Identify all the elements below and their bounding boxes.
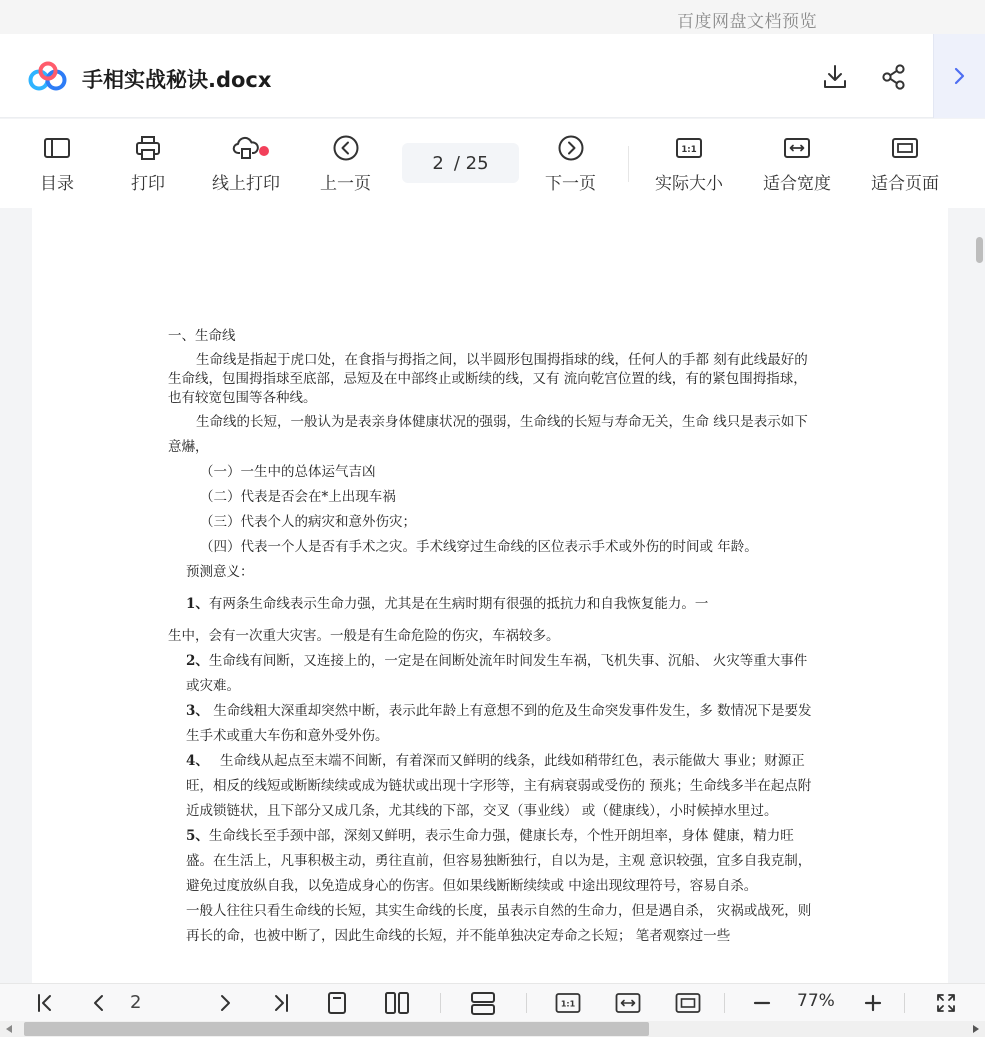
plus-icon [863,993,883,1013]
zoom-level: 77% [797,991,835,1011]
bottom-next-page-button[interactable] [212,990,238,1016]
item-text: 有两条生命线表示生命力强，尤其是在生病时期有很强的抵抗力和自我恢复能力。一 [208,596,709,612]
chevron-left-circle-icon [332,134,360,162]
item-number: 3、 [186,703,209,719]
fit-width-icon [615,992,641,1014]
total-pages: / 25 [453,152,489,174]
bottom-separator [526,993,527,1013]
bottom-separator [904,993,905,1013]
sidebar-toggle-button[interactable] [933,34,985,118]
single-page-icon [326,991,348,1015]
item-number: 1、 [186,596,209,612]
document-content [168,324,818,949]
bottom-page-input[interactable]: 2 [130,992,142,1013]
current-page[interactable]: 2 [432,152,444,174]
brand-text: 百度网盘文档预览 [677,12,817,32]
cloud-print-icon [232,134,260,162]
single-page-view-button[interactable] [324,990,350,1016]
top-bar [0,0,985,34]
list-item: （四）代表一个人是否有手术之灾。手术线穿过生命线的区位表示手术或外伤的时间或 年龄。 [200,539,758,555]
scroll-right-arrow-icon[interactable] [973,1025,979,1033]
vertical-scrollbar-thumb[interactable] [976,237,983,263]
ratio-icon-text: 1:1 [560,999,576,1009]
printer-icon [134,134,162,162]
minus-icon [752,993,772,1013]
last-page-icon [270,992,292,1014]
notification-dot [259,146,269,156]
download-button[interactable] [819,61,851,93]
fit-page-button[interactable] [871,133,939,197]
double-page-icon [384,991,410,1015]
online-print-button[interactable] [212,133,280,197]
toc-button[interactable] [40,133,74,197]
first-page-icon [34,992,56,1014]
toc-icon [43,136,71,160]
document-title: 手相实战秘诀.docx [82,68,272,92]
list-item [168,824,818,899]
list-item-continuation: 生中，会有一次重大灾害。一般是有生命危险的伤灾，车祸较多。 [168,628,560,644]
chevron-right-icon [214,992,236,1014]
horizontal-scrollbar-thumb[interactable] [24,1022,649,1036]
fullscreen-icon [935,992,957,1014]
continuous-scroll-icon [470,991,496,1015]
subheading: 预测意义： [186,564,254,580]
toolbar-separator [628,146,629,182]
item-number: 2、 [186,653,209,669]
baidu-netdisk-logo [28,61,68,91]
bottom-separator [440,993,441,1013]
item-text: 生命线粗大深重却突然中断，表示此年龄上有意想不到的危及生命突发事件发生，多 数情况下是要发生手术或重大车伤和意外受外伤。 [186,703,812,744]
chevron-left-icon [88,992,110,1014]
next-page-button[interactable] [545,133,596,197]
item-text: 生命线长至手颈中部，深刻又鲜明，表示生命力强，健康长寿，个性开朗坦率，身体 健康，精力旺盛。在生活上，凡事积极主动，勇往直前，但容易独断独行，自以为是，主观 意识较强，宜多自我克制，避免过度放纵自我，以免造成身心的伤害。但如果线断断续续或 中途出现纹理符号，容易自杀。 [186,828,812,894]
fullscreen-button[interactable] [933,990,959,1016]
next-page-label: 下一页 [545,174,596,194]
paragraph: 一般人往往只看生命线的长短，其实生命线的长度，虽表示自然的生命力，但是遇自杀， 灾祸或战死，则再长的命，也被中断了，因此生命线的长短，并不能单独决定寿命之长短； 笔者观察过一些 [186,903,812,944]
bottom-prev-page-button[interactable] [86,990,112,1016]
fit-width-label: 适合宽度 [763,174,831,194]
prev-page-label: 上一页 [320,174,371,194]
scroll-left-arrow-icon[interactable] [6,1025,12,1033]
list-item [168,749,818,824]
list-item: （三）代表个人的病灾和意外伤灾； [200,514,416,530]
actual-size-label: 实际大小 [655,174,723,194]
print-button[interactable] [131,133,165,197]
share-icon [880,63,908,91]
fit-page-icon [675,992,701,1014]
paragraph: 生命线是指起于虎口处，在食指与拇指之间，以半圆形包围拇指球的线，任何人的手都 刻有此线最好的生命线，包围拇指球至底部，忌短及在中部终止或断续的线，又有 流向乾宫位置的线，有的紧包围拇指球，也有较宽包围等各种线。 [168,352,808,406]
bottom-separator [724,993,725,1013]
actual-size-icon [675,136,703,160]
item-text: 生命线有间断，又连接上的，一定是在间断处流年时间发生车祸，飞机失事、沉船、 火灾等重大事件或灾难。 [186,653,808,694]
list-item [168,649,818,699]
prev-page-button[interactable] [320,133,371,197]
fit-width-icon [783,136,811,160]
section-heading: 一、生命线 [168,328,236,344]
download-icon [821,63,849,91]
header [0,34,985,118]
actual-size-icon [555,992,581,1014]
last-page-button[interactable] [268,990,294,1016]
continuous-scroll-button[interactable] [470,990,496,1016]
paragraph: 生命线的长短，一般认为是表亲身体健康状况的强弱，生命线的长短与寿命无关，生命 线只是表示如下意爀， [168,414,808,455]
bottom-actual-size-button[interactable] [555,990,581,1016]
item-number: 4、 [186,753,203,769]
bottom-toolbar [0,983,985,1021]
double-page-view-button[interactable] [384,990,410,1016]
online-print-label: 线上打印 [212,174,280,194]
actual-size-icon-text: 1:1 [681,145,697,155]
fit-page-label: 适合页面 [871,174,939,194]
fit-page-icon [891,136,919,160]
bottom-fit-page-button[interactable] [675,990,701,1016]
print-label: 打印 [131,174,165,194]
share-button[interactable] [878,61,910,93]
document-page [32,208,948,983]
list-item [168,699,818,749]
chevron-right-circle-icon [557,134,585,162]
horizontal-scrollbar[interactable] [0,1021,985,1037]
zoom-out-button[interactable] [749,990,775,1016]
first-page-button[interactable] [32,990,58,1016]
actual-size-button[interactable] [655,133,723,197]
item-text: 生命线从起点至末端不间断，有着深而又鲜明的线条，此线如稍带红色，表示能做大 事业；财源正旺，相反的线短或断断续续或成为链状或出现十字形等，主有病衰弱或受伤的 预兆；生命线多半在起点附近成锁链状，且下部分又成几条，尤其线的下部，交叉（事业线） 或（健康线），小时候掉水里过。 [186,753,812,819]
fit-width-button[interactable] [763,133,831,197]
chevron-right-icon [952,66,968,86]
list-item: （一）一生中的总体运气吉凶 [200,464,376,480]
item-number: 5、 [186,828,209,844]
page-indicator[interactable] [402,143,519,183]
zoom-in-button[interactable] [860,990,886,1016]
list-item [168,592,818,617]
document-viewer[interactable] [0,208,985,983]
toc-label: 目录 [40,174,74,194]
bottom-fit-width-button[interactable] [615,990,641,1016]
list-item: （二）代表是否会在*上出现车祸 [200,489,396,505]
